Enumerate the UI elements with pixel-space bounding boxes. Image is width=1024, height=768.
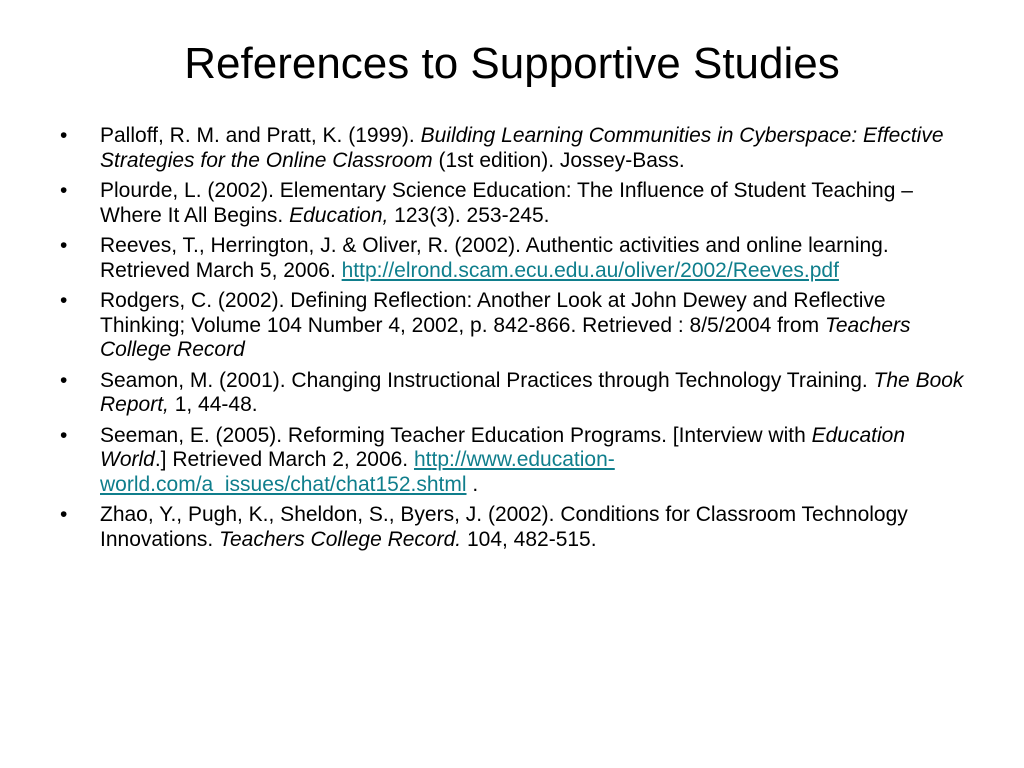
bullet-icon: • xyxy=(60,503,68,526)
reference-text: Seamon, M. (2001). Changing Instructional Practices through Technology Training. xyxy=(100,368,874,392)
reference-text: 123(3). 253-245. xyxy=(388,203,550,227)
reference-text: .] Retrieved March 2, 2006. xyxy=(154,448,414,471)
reference-text: (1st edition). Jossey-Bass. xyxy=(432,148,685,172)
reference-item xyxy=(56,179,966,228)
reference-text: Seeman, E. (2005). Reforming Teacher Education Programs. [Interview with xyxy=(100,423,812,447)
bullet-icon: • xyxy=(60,423,68,447)
reference-text: 104, 482-515. xyxy=(461,527,597,551)
reference-title: The Book Report, xyxy=(100,368,964,416)
reference-item xyxy=(56,289,966,363)
slide-title: References to Supportive Studies xyxy=(184,39,840,88)
reference-item xyxy=(56,234,966,283)
reference-link[interactable]: http://www.education-world.com/a_issues/chat/chat152.shtml xyxy=(100,448,615,496)
reference-title: Education, xyxy=(289,203,389,227)
reference-item xyxy=(56,424,966,498)
reference-title: Teachers College Record. xyxy=(219,527,462,551)
reference-text: 1, 44-48. xyxy=(168,393,258,416)
reference-text: Zhao, Y., Pugh, K., Sheldon, S., Byers, J. (2002). Conditions for Classroom Technology Innovations. xyxy=(100,503,908,551)
bullet-icon: • xyxy=(60,234,68,257)
reference-list xyxy=(56,124,966,558)
reference-text: Plourde, L. (2002). Elementary Science Education: The Influence of Student Teaching – Where It All Begins. xyxy=(100,179,913,227)
bullet-icon: • xyxy=(60,368,68,392)
reference-item xyxy=(56,124,966,173)
bullet-icon: • xyxy=(60,124,68,147)
reference-title: Building Learning Communities in Cyberspace: Effective Strategies for the Online Classroom xyxy=(100,124,944,172)
bullet-icon: • xyxy=(60,179,68,202)
reference-text: . xyxy=(466,472,479,496)
reference-item xyxy=(56,369,966,418)
reference-item xyxy=(56,503,966,552)
reference-text: Rodgers, C. (2002). Defining Reflection: Another Look at John Dewey and Reflective Thinking; Volume 104 Number 4, 2002, p. 842-866. Retrieved : 8/5/2004 from xyxy=(100,289,886,337)
reference-link[interactable]: http://elrond.scam.ecu.edu.au/oliver/2002/Reeves.pdf xyxy=(341,258,839,282)
reference-title: Teachers College Record xyxy=(100,313,911,361)
reference-title: Education World xyxy=(100,423,906,471)
bullet-icon: • xyxy=(60,289,68,312)
reference-text: Reeves, T., Herrington, J. & Oliver, R. (2002). Authentic activities and online learning. Retrieved March 5, 2006. xyxy=(100,234,889,282)
reference-text: Palloff, R. M. and Pratt, K. (1999). xyxy=(100,124,421,147)
